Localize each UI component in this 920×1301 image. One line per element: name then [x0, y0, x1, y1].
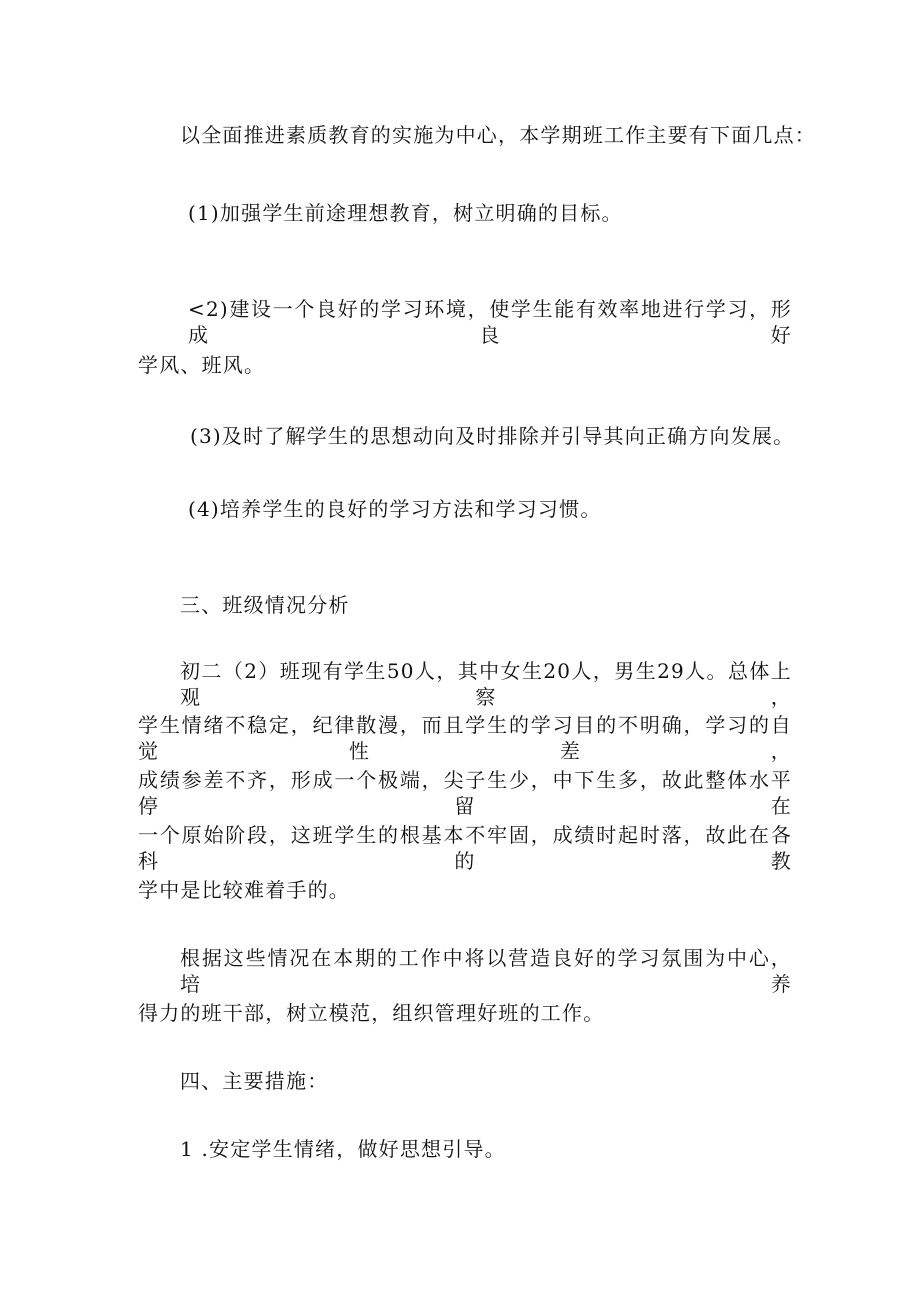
analysis-line-3: 成绩参差不齐，形成一个极端，尖子生少，中下生多，故此整体水平停留在: [138, 768, 792, 818]
analysis-line-4: 一个原始阶段，这班学生的根基本不牢固，成绩时起时落，故此在各科的教: [138, 823, 792, 873]
analysis-line-2: 学生情绪不稳定，纪律散漫，而且学生的学习目的不明确，学习的自觉性差，: [138, 713, 792, 763]
list-item-1: (1)加强学生前途理想教育，树立明确的目标。: [188, 201, 623, 225]
analysis-line-1: 初二（2）班现有学生50人，其中女生20人，男生29人。总体上观察，: [180, 659, 792, 709]
plan-line-2: 得力的班干部，树立模范，组织管理好班的工作。: [138, 1001, 605, 1025]
list-item-2-line-1: <2)建设一个良好的学习环境，使学生能有效率地进行学习，形成良好: [188, 297, 792, 347]
list-item-3: (3)及时了解学生的思想动向及时排除并引导其向正确方向发展。: [190, 424, 795, 448]
list-item-2-line-2: 学风、班风。: [138, 353, 266, 377]
measure-item-1: 1 .安定学生情绪，做好思想引导。: [180, 1137, 506, 1161]
analysis-line-5: 学中是比较难着手的。: [138, 878, 350, 902]
section-heading-class-analysis: 三、班级情况分析: [180, 593, 350, 617]
section-heading-main-measures: 四、主要措施：: [180, 1069, 329, 1093]
plan-line-1: 根据这些情况在本期的工作中将以营造良好的学习氛围为中心，培养: [180, 946, 792, 996]
list-item-4: (4)培养学生的良好的学习方法和学习习惯。: [188, 497, 602, 521]
paragraph-intro: 以全面推进素质教育的实施为中心，本学期班工作主要有下面几点：: [180, 123, 816, 147]
